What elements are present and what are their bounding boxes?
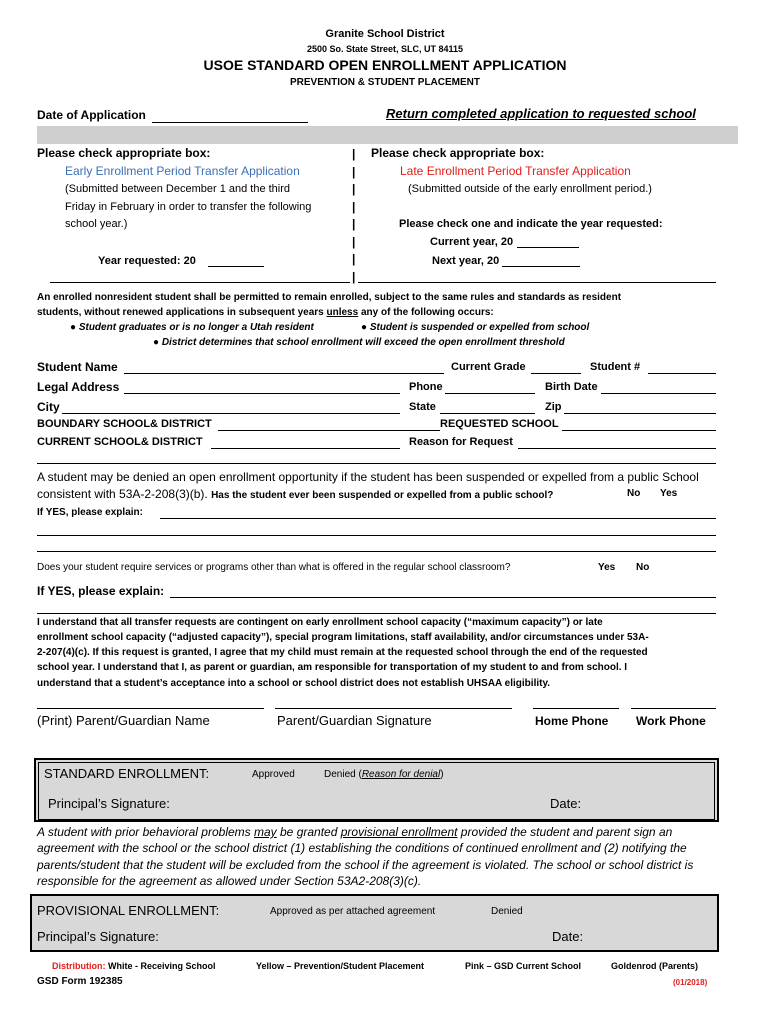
late-enrollment-option[interactable]: Late Enrollment Period Transfer Application: [400, 164, 631, 178]
standard-denied[interactable]: Denied (Reason for denial): [324, 769, 444, 780]
current-school-label: CURRENT SCHOOL& DISTRICT: [37, 436, 203, 448]
state-label: State: [409, 401, 436, 413]
services-question: Does your student require services or programs other than what is offered in the regular school classroom?: [37, 562, 511, 573]
policy-bullet-1: ● Student graduates or is no longer a Utah resident: [70, 322, 314, 333]
right-check-label: Please check appropriate box:: [371, 146, 545, 160]
current-grade-field[interactable]: [531, 373, 581, 374]
student-name-field[interactable]: [124, 373, 444, 374]
agreement-line-2: enrollment school capacity (“adjusted capacity”), special program limitations, staff availability, and/or circumstances under 53A-: [37, 632, 649, 643]
form-title: USOE STANDARD OPEN ENROLLMENT APPLICATION: [203, 57, 567, 73]
home-phone-label: Home Phone: [535, 714, 609, 728]
legal-address-field[interactable]: [124, 393, 400, 394]
district-name: Granite School District: [325, 28, 445, 40]
signature-field[interactable]: [275, 708, 512, 709]
services-yes[interactable]: Yes: [598, 562, 616, 573]
form-subtitle: PREVENTION & STUDENT PLACEMENT: [289, 77, 480, 88]
reason-label: Reason for Request: [409, 436, 513, 448]
provisional-enrollment-title: PROVISIONAL ENROLLMENT:: [37, 903, 220, 918]
agreement-line-3: 2-207(4)(c). If this request is granted, I agree that my child must remain at the requested school through the end of the requested: [37, 647, 648, 658]
early-desc-1: (Submitted between December 1 and the third: [65, 183, 291, 195]
policy-bullet-3: ● District determines that school enrollment will exceed the open enrollment threshold: [153, 337, 565, 348]
services-explain-label: If YES, please explain:: [37, 584, 165, 598]
provisional-text-3: parents/student that the student will be excluded from the school if the agreement is violated. The school or school district is: [37, 858, 694, 872]
next-year-label: Next year, 20: [432, 255, 500, 267]
early-desc-2: Friday in February in order to transfer the following: [65, 201, 312, 213]
suspension-yes[interactable]: Yes: [660, 488, 678, 499]
provisional-approved[interactable]: Approved as per attached agreement: [270, 906, 436, 917]
left-check-label: Please check appropriate box:: [37, 146, 211, 160]
reason-field[interactable]: [518, 448, 716, 449]
zip-field[interactable]: [564, 413, 716, 414]
suspension-line-1: A student may be denied an open enrollment opportunity if the student has been suspended or expelled from a public School: [37, 470, 699, 484]
agreement-line-5: understand that a student’s acceptance into a school or school district does not establish UHSAA eligibility.: [37, 678, 551, 689]
current-year-label: Current year, 20: [430, 236, 514, 248]
return-note: Return completed application to requested school: [386, 106, 696, 121]
provisional-text-4: responsible for the agreement as allowed under Section 53A2-208(3)(c).: [37, 874, 422, 888]
boundary-school-label: BOUNDARY SCHOOL& DISTRICT: [37, 418, 212, 430]
distribution-goldenrod: Goldenrod (Parents): [611, 961, 699, 971]
column-divider: | | | | | | | |: [352, 147, 356, 284]
form-number: GSD Form 192385: [37, 976, 123, 987]
early-enrollment-option[interactable]: Early Enrollment Period Transfer Application: [65, 164, 300, 178]
suspension-explain-label: If YES, please explain:: [37, 507, 143, 518]
district-address: 2500 So. State Street, SLC, UT 84115: [306, 44, 464, 54]
right-section-rule: [358, 282, 716, 283]
agreement-line-4: school year. I understand that I, as parent or guardian, am responsible for transportation of my student to and from school. I: [37, 662, 628, 673]
birth-date-label: Birth Date: [545, 381, 598, 393]
current-grade-label: Current Grade: [451, 361, 526, 373]
distribution-line: Distribution: White - Receiving School: [52, 961, 216, 971]
print-name-field[interactable]: [37, 708, 264, 709]
student-number-label: Student #: [590, 361, 641, 373]
left-section-rule: [50, 282, 350, 283]
late-desc: (Submitted outside of the early enrollment period.): [408, 183, 652, 195]
year-requested-field[interactable]: [208, 266, 264, 267]
suspension-explain-field-1[interactable]: [160, 518, 716, 519]
services-explain-field-2[interactable]: [37, 613, 716, 614]
policy-line-2: students, without renewed applications in subsequent years unless any of the following occurs:: [37, 307, 494, 318]
year-instruction: Please check one and indicate the year requested:: [399, 218, 663, 230]
year-requested-label: Year requested: 20: [98, 255, 196, 267]
suspension-line-2: consistent with 53A-2-208(3)(b). Has the student ever been suspended or expelled from a public school?: [37, 487, 554, 501]
city-field[interactable]: [62, 413, 400, 414]
gray-band: [37, 126, 738, 144]
next-year-field[interactable]: [502, 266, 580, 267]
date-of-application-field[interactable]: [152, 122, 308, 123]
phone-field[interactable]: [445, 393, 535, 394]
suspension-explain-field-3[interactable]: [37, 551, 716, 552]
standard-principal-signature[interactable]: Principal’s Signature:: [48, 796, 170, 811]
services-no[interactable]: No: [636, 562, 650, 573]
print-name-label: (Print) Parent/Guardian Name: [37, 713, 210, 728]
standard-approved[interactable]: Approved: [252, 769, 295, 780]
services-explain-field-1[interactable]: [170, 597, 716, 598]
home-phone-field[interactable]: [533, 708, 619, 709]
provisional-denied[interactable]: Denied: [491, 906, 523, 917]
work-phone-field[interactable]: [631, 708, 716, 709]
current-year-field[interactable]: [517, 247, 579, 248]
zip-label: Zip: [545, 401, 562, 413]
provisional-text-2: agreement with the school or the school district (1) establishing the conditions of continued enrollment and (2) notifying the: [37, 841, 687, 855]
section-rule: [37, 463, 716, 464]
signature-label: Parent/Guardian Signature: [277, 713, 432, 728]
distribution-yellow: Yellow – Prevention/Student Placement: [256, 961, 425, 971]
date-of-application-label: Date of Application: [37, 108, 146, 122]
suspension-no[interactable]: No: [627, 488, 641, 499]
standard-enrollment-title: STANDARD ENROLLMENT:: [44, 766, 210, 781]
current-school-field[interactable]: [211, 448, 400, 449]
legal-address-label: Legal Address: [37, 380, 120, 394]
requested-school-field[interactable]: [562, 430, 716, 431]
student-name-label: Student Name: [37, 360, 118, 374]
provisional-principal-signature[interactable]: Principal’s Signature:: [37, 929, 159, 944]
requested-school-label: REQUESTED SCHOOL: [440, 418, 559, 430]
policy-bullet-2: ● Student is suspended or expelled from school: [361, 322, 590, 333]
state-field[interactable]: [440, 413, 535, 414]
work-phone-label: Work Phone: [636, 714, 706, 728]
agreement-line-1: I understand that all transfer requests are contingent on early enrollment school capacity (“maximum capacity”) or late: [37, 617, 603, 628]
birth-date-field[interactable]: [601, 393, 716, 394]
provisional-date[interactable]: Date:: [552, 929, 584, 944]
boundary-school-field[interactable]: [218, 430, 440, 431]
policy-line-1: An enrolled nonresident student shall be permitted to remain enrolled, subject to the same rules and standards as resident: [37, 292, 622, 303]
phone-label: Phone: [409, 381, 443, 393]
distribution-pink: Pink – GSD Current School: [465, 961, 582, 971]
provisional-text-1: A student with prior behavioral problems may be granted provisional enrollment provided the student and parent sign an: [37, 825, 673, 839]
city-label: City: [37, 400, 60, 414]
student-number-field[interactable]: [648, 373, 716, 374]
suspension-explain-field-2[interactable]: [37, 535, 716, 536]
revision-date: (01/2018): [673, 978, 708, 987]
early-desc-3: school year.): [65, 218, 128, 230]
standard-date[interactable]: Date:: [550, 796, 582, 811]
